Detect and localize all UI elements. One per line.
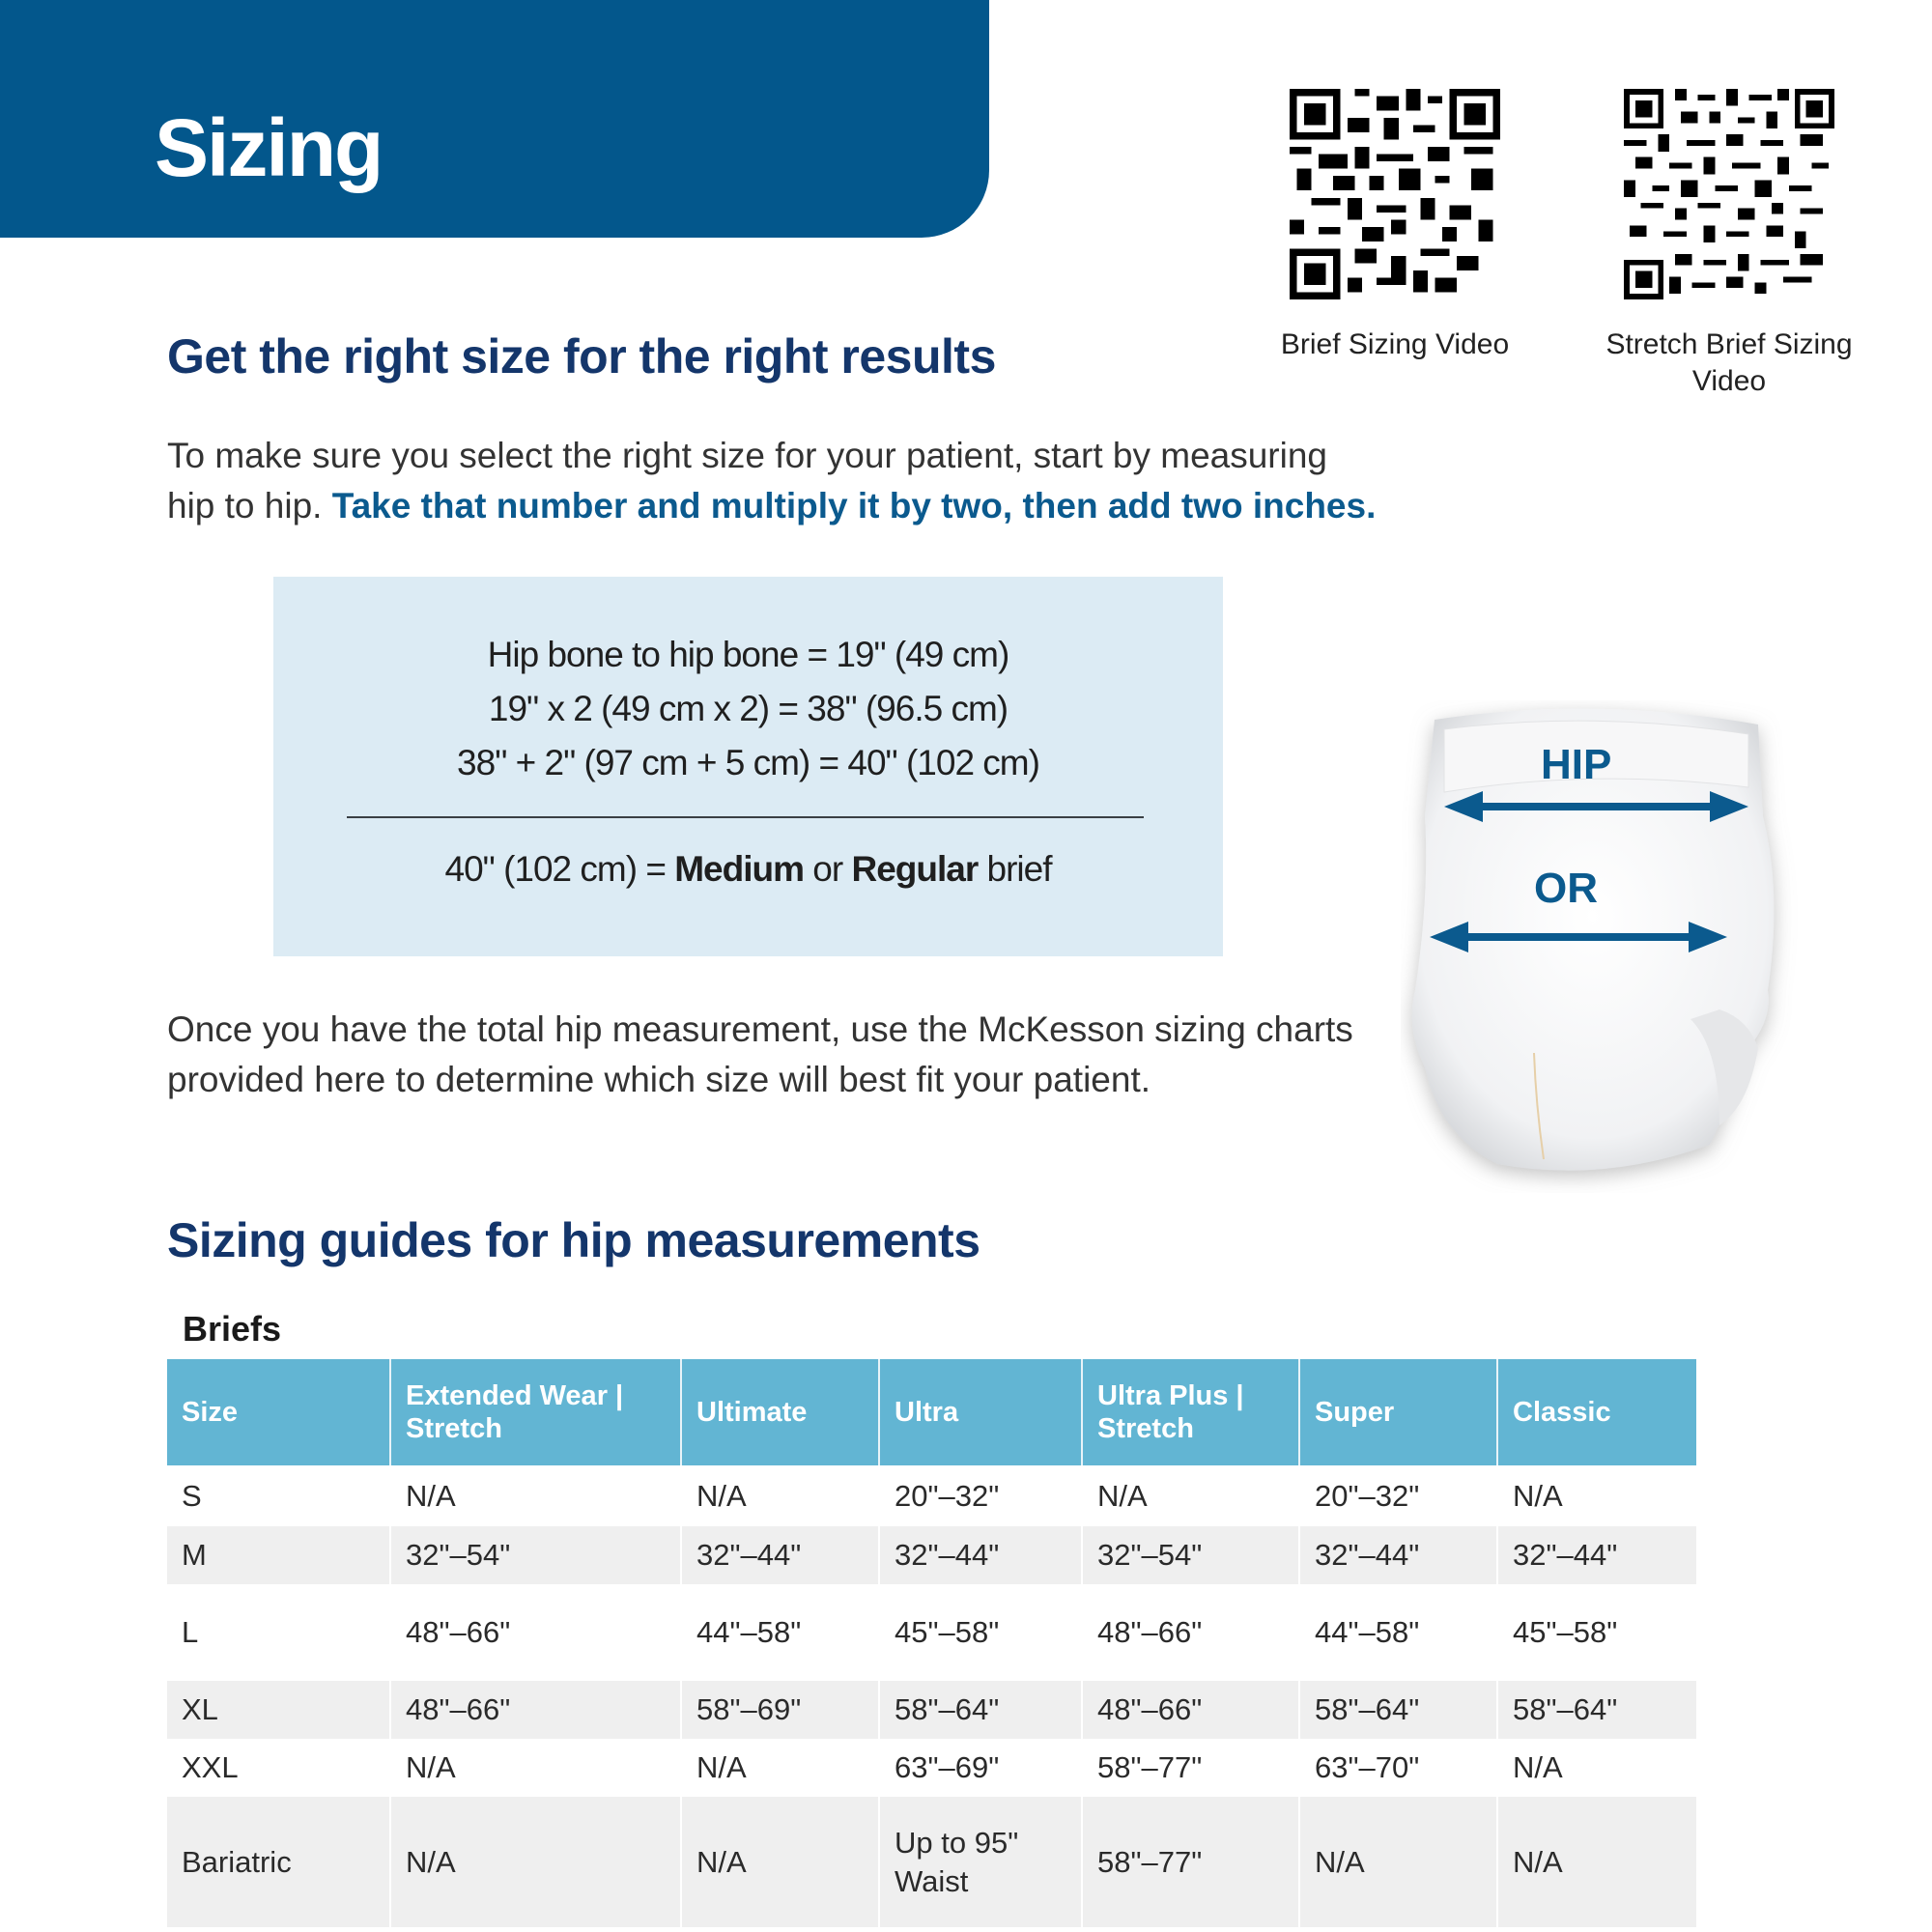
cell: 32"–44" <box>1299 1526 1497 1584</box>
calculation-example-box <box>273 577 1223 956</box>
cell: 58"–64" <box>1497 1681 1696 1739</box>
intro-paragraph <box>167 431 1384 531</box>
cell-size: XXL <box>182 1750 239 1784</box>
briefs-sizing-table <box>167 1359 1696 1927</box>
calc-line-1: Hip bone to hip bone = 19" (49 cm) <box>487 635 1009 674</box>
page-title: Sizing <box>155 102 383 193</box>
cell: 32"–54" <box>1082 1526 1299 1584</box>
cell: 20"–32" <box>1299 1465 1497 1526</box>
column-header-extended-wear-stretch: Extended Wear | Stretch <box>390 1359 681 1465</box>
cell: N/A <box>1497 1465 1696 1526</box>
calc-result-prefix: 40" (102 cm) = <box>444 849 675 889</box>
qr-block-brief-video[interactable] <box>1250 89 1540 363</box>
cell: 58"–69" <box>681 1681 879 1739</box>
cell-size: M <box>167 1526 390 1584</box>
cell: 20"–32" <box>879 1465 1082 1526</box>
diagram-label-hip: HIP <box>1541 741 1612 788</box>
cell: 58"–64" <box>1299 1681 1497 1739</box>
table-row-m <box>167 1526 1696 1584</box>
diagram-label-or: OR <box>1534 865 1598 912</box>
cell: 48"–66" <box>390 1681 681 1739</box>
cell: N/A <box>681 1797 879 1927</box>
cell: N/A <box>390 1465 681 1526</box>
cell: N/A <box>390 1797 681 1927</box>
cell: 48"–66" <box>1082 1681 1299 1739</box>
column-header-ultra-plus-stretch: Ultra Plus | Stretch <box>1082 1359 1299 1465</box>
title-banner <box>0 0 989 238</box>
calc-result <box>273 849 1223 890</box>
cell: Up to 95" Waist <box>879 1797 1082 1927</box>
cell: 44"–58" <box>681 1584 879 1681</box>
cell: N/A <box>681 1465 879 1526</box>
table-row-l <box>167 1584 1696 1681</box>
intro-emphasis: Take that number and multiply it by two, then add two inches. <box>331 486 1377 526</box>
cell: N/A <box>1497 1797 1696 1927</box>
calc-result-suffix: brief <box>978 849 1052 889</box>
cell: N/A <box>1082 1465 1299 1526</box>
cell: N/A <box>1299 1797 1497 1927</box>
section-heading-right-size: Get the right size for the right results <box>167 329 996 384</box>
cell: 58"–77" <box>1082 1739 1299 1797</box>
cell: 48"–66" <box>390 1584 681 1681</box>
calc-result-or: or <box>804 849 852 889</box>
column-header-size: Size <box>167 1359 390 1465</box>
cell: 32"–44" <box>681 1526 879 1584</box>
cell: 45"–58" <box>1497 1584 1696 1681</box>
cell: N/A <box>390 1739 681 1797</box>
cell-size: S <box>182 1478 202 1513</box>
table-row-xl <box>167 1681 1696 1739</box>
cell-size: XL <box>167 1681 390 1739</box>
column-header-super: Super <box>1299 1359 1497 1465</box>
divider <box>347 816 1144 818</box>
cell-size: L <box>182 1615 199 1649</box>
cell: 58"–64" <box>879 1681 1082 1739</box>
cell: N/A <box>681 1739 879 1797</box>
qr-caption-stretch-video: Stretch Brief Sizing Video <box>1605 328 1853 397</box>
cell: 63"–69" <box>879 1739 1082 1797</box>
calc-line-2: 19" x 2 (49 cm x 2) = 38" (96.5 cm) <box>488 689 1009 728</box>
intro-text: To make sure you select the right size for your patient, start by measuring hip to hip. <box>167 436 1328 526</box>
followup-paragraph: Once you have the total hip measurement, use the McKesson sizing charts provided here to determine which size will best fit your patient. <box>167 1009 1353 1099</box>
qr-code-icon[interactable] <box>1290 89 1500 299</box>
cell: 32"–44" <box>879 1526 1082 1584</box>
column-header-ultimate: Ultimate <box>681 1359 879 1465</box>
cell: 63"–70" <box>1299 1739 1497 1797</box>
column-header-ultra: Ultra <box>879 1359 1082 1465</box>
brief-measurement-diagram <box>1401 700 1806 1193</box>
column-header-classic: Classic <box>1497 1359 1696 1465</box>
qr-code-icon[interactable] <box>1624 89 1834 299</box>
qr-block-stretch-video[interactable] <box>1584 89 1874 400</box>
table-title-briefs: Briefs <box>183 1309 282 1349</box>
cell: 48"–66" <box>1082 1584 1299 1681</box>
cell: 32"–54" <box>390 1526 681 1584</box>
cell: 58"–77" <box>1082 1797 1299 1927</box>
cell-size: Bariatric <box>167 1797 390 1927</box>
table-row-xxl <box>167 1739 1696 1797</box>
cell: 32"–44" <box>1497 1526 1696 1584</box>
cell: 45"–58" <box>879 1584 1082 1681</box>
calc-line-3: 38" + 2" (97 cm + 5 cm) = 40" (102 cm) <box>457 743 1039 782</box>
calc-result-size-medium: Medium <box>674 849 804 889</box>
table-row-bariatric <box>167 1797 1696 1927</box>
table-header-row <box>167 1359 1696 1465</box>
qr-caption-brief-video: Brief Sizing Video <box>1280 328 1510 360</box>
cell: 44"–58" <box>1299 1584 1497 1681</box>
section-heading-sizing-guides: Sizing guides for hip measurements <box>167 1213 980 1267</box>
table-row-s <box>167 1465 1696 1526</box>
cell: N/A <box>1497 1739 1696 1797</box>
calc-result-size-regular: Regular <box>851 849 979 889</box>
